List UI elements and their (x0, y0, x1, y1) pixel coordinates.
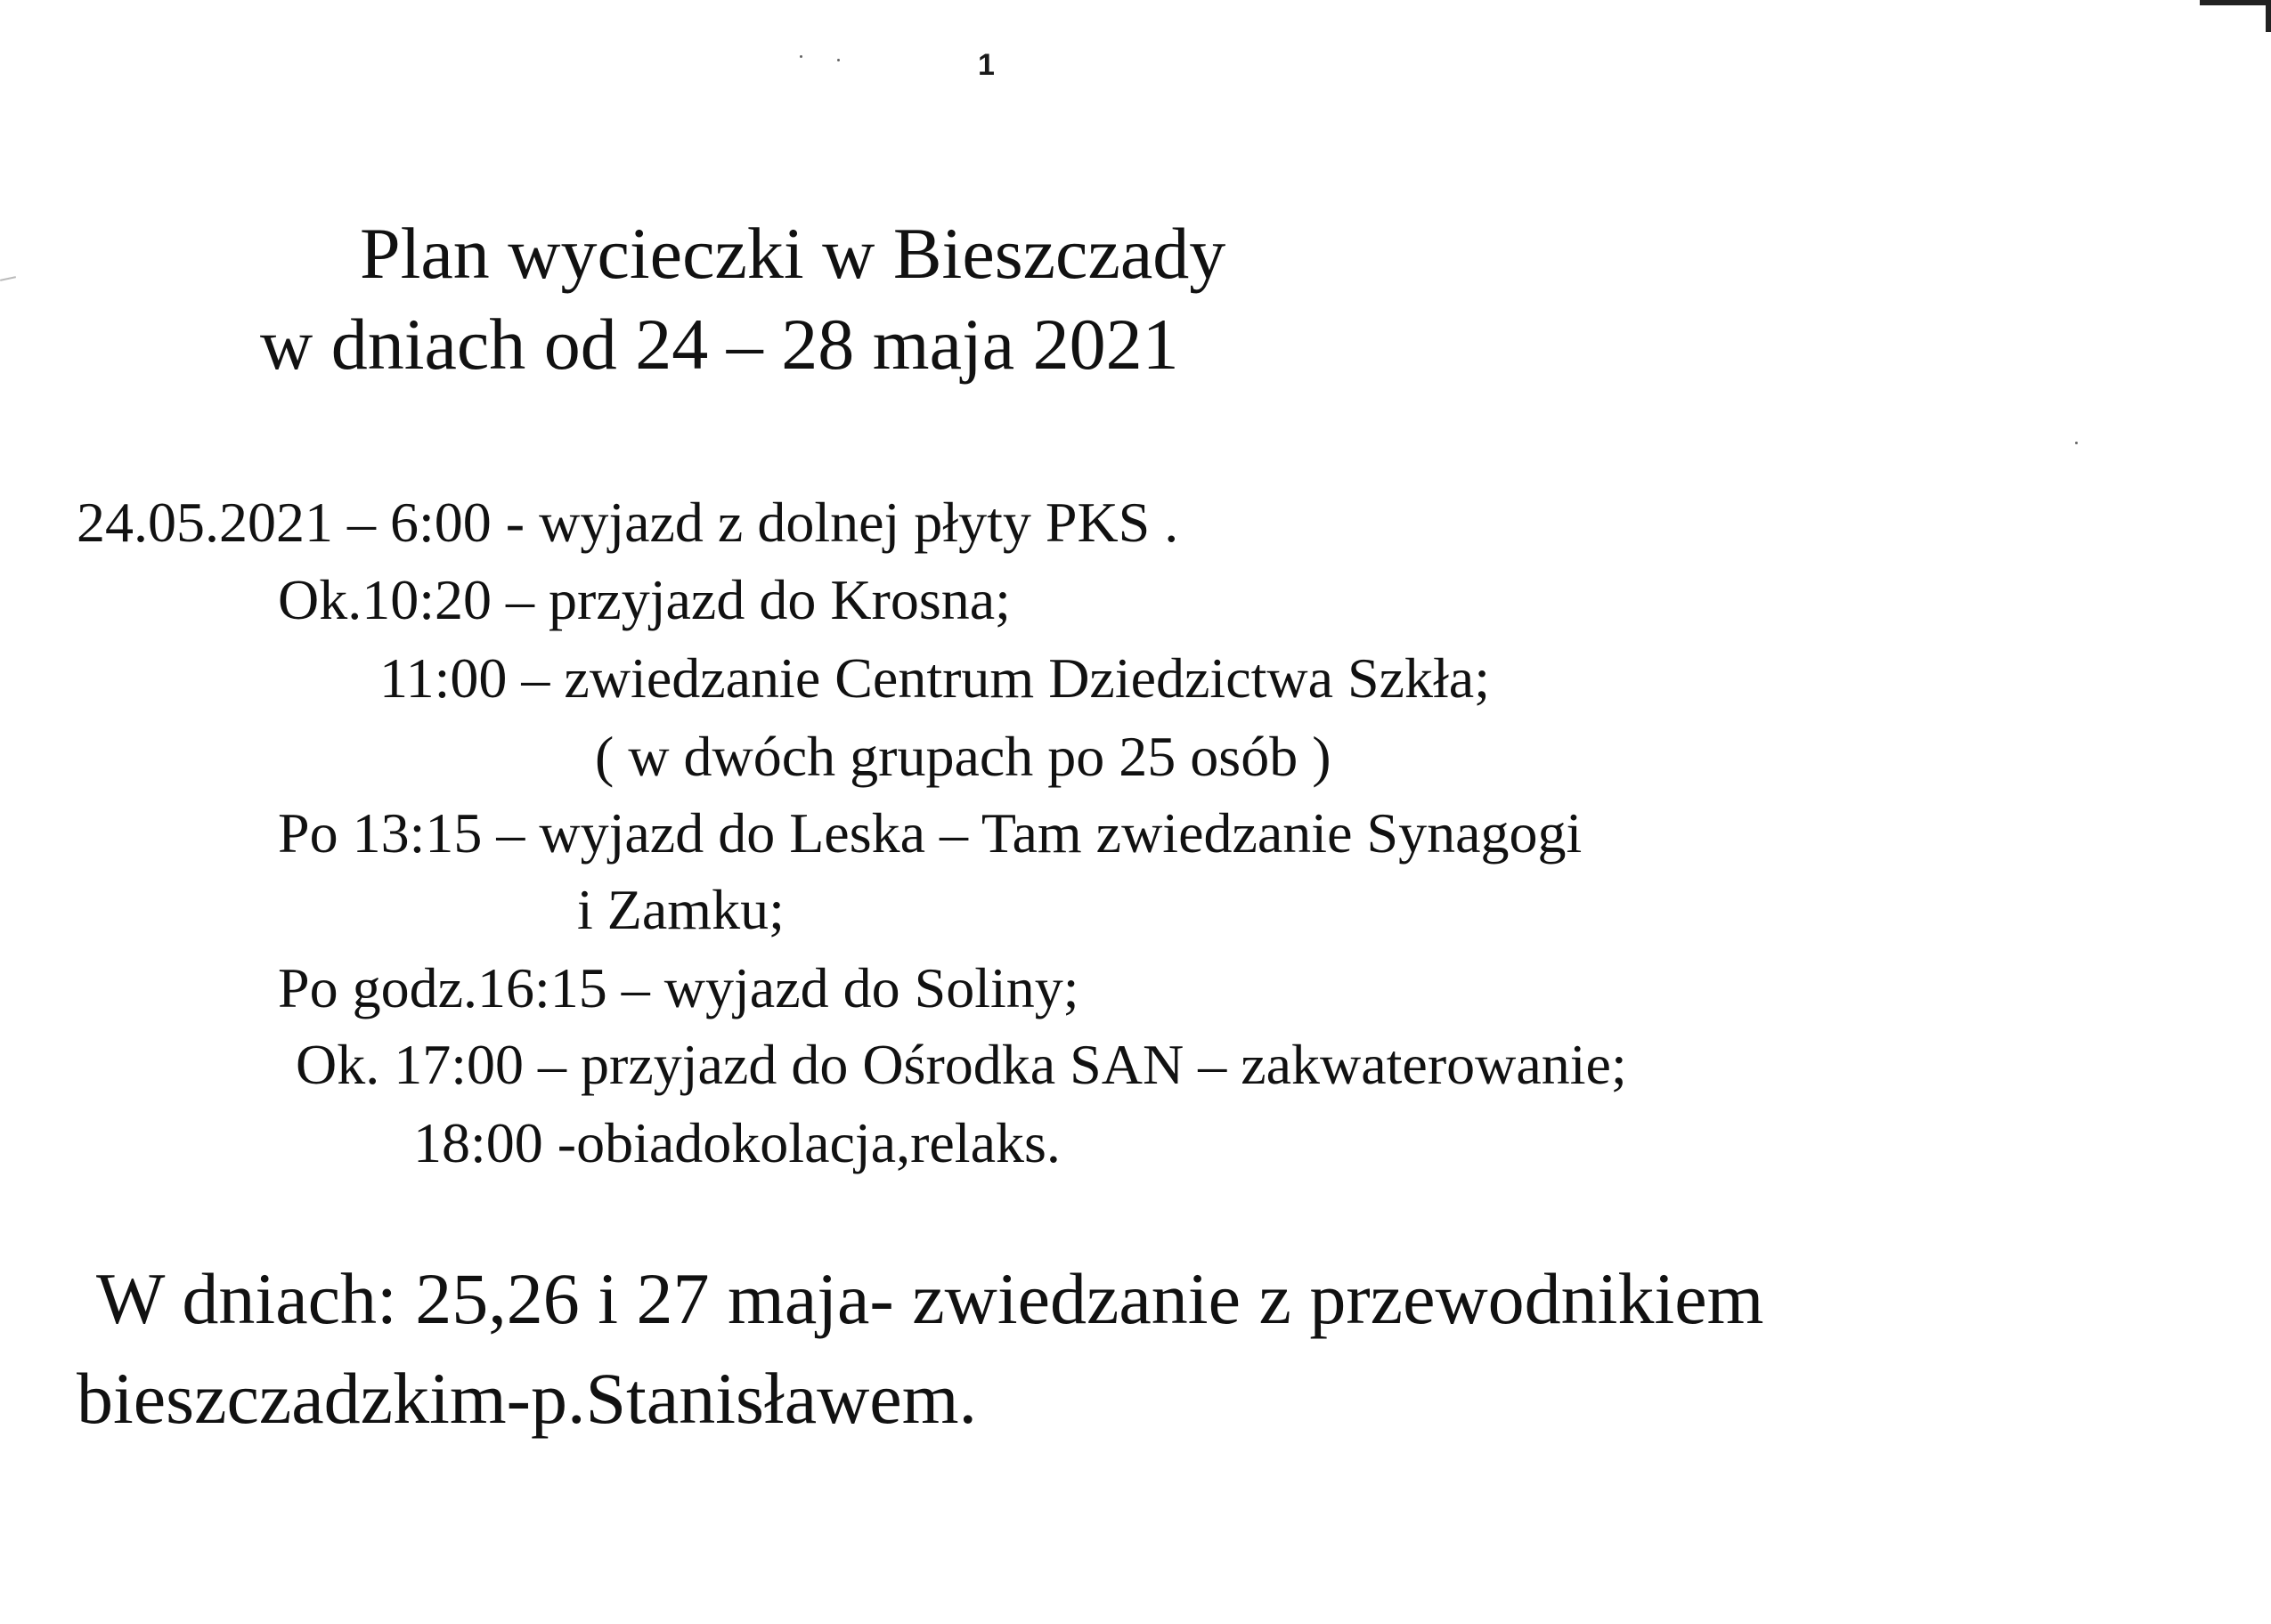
scan-dot (2075, 442, 2078, 444)
scan-edge-mark (2200, 0, 2271, 5)
schedule-line: Po 13:15 – wyjazd do Leska – Tam zwiedzanie Synagogi (278, 801, 1583, 865)
schedule-line: i Zamku; (577, 878, 785, 941)
document-title-line-1: Plan wycieczki w Bieszczady (360, 213, 1226, 294)
schedule-line: Ok. 17:00 – przyjazd do Ośrodka SAN – zakwaterowanie; (296, 1033, 1627, 1096)
schedule-line: 18:00 -obiadokolacja,relaks. (413, 1111, 1061, 1174)
schedule-line: ( w dwóch grupach po 25 osób ) (595, 725, 1331, 788)
schedule-line: 11:00 – zwiedzanie Centrum Dziedzictwa Szkła; (379, 646, 1490, 710)
schedule-line: 24.05.2021 – 6:00 - wyjazd z dolnej płyty PKS . (77, 491, 1179, 554)
footer-note-line-1: W dniach: 25,26 i 27 maja- zwiedzanie z przewodnikiem (96, 1258, 1764, 1339)
footer-note-line-2: bieszczadzkim-p.Stanisławem. (77, 1358, 977, 1439)
schedule-line: Po godz.16:15 – wyjazd do Soliny; (278, 956, 1079, 1019)
scan-edge-mark-vertical (2266, 0, 2271, 32)
scan-dot (800, 55, 802, 58)
scan-smudge (0, 276, 16, 281)
page-number: 1 (978, 48, 995, 82)
document-title-line-2: w dniach od 24 – 28 maja 2021 (260, 304, 1179, 385)
scan-dot (837, 59, 840, 61)
schedule-line: Ok.10:20 – przyjazd do Krosna; (278, 568, 1011, 631)
